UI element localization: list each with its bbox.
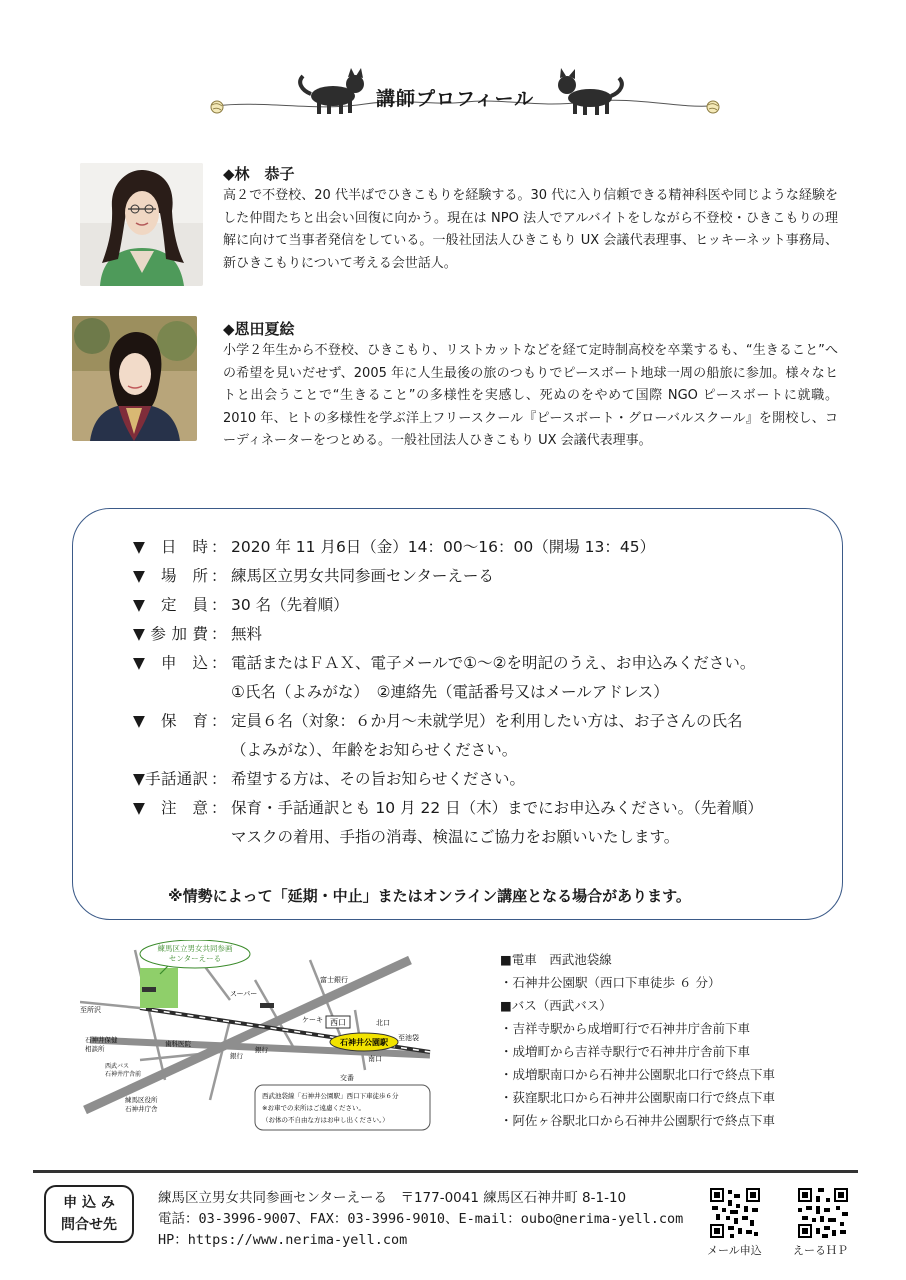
map-label-ward-1: 練馬区役所 bbox=[125, 1096, 158, 1104]
info-label: ▼ 参 加 費 bbox=[133, 625, 208, 643]
access-line: ■バス（西武バス） bbox=[500, 998, 612, 1013]
qr-code-homepage-icon[interactable] bbox=[798, 1188, 848, 1242]
speaker-photo-hayashi bbox=[80, 163, 203, 286]
info-value: 2020 年 11 月6日（金）14：00～16：00（開場 13：45） bbox=[231, 538, 656, 556]
info-label: ▼ 定 員 bbox=[133, 596, 208, 614]
map-note-2: ※お車での来所はご遠慮ください。 bbox=[262, 1104, 365, 1112]
yarn-ball-left-icon bbox=[211, 101, 223, 113]
qr-label-homepage: えーるＨＰ bbox=[793, 1244, 848, 1257]
access-map bbox=[80, 940, 435, 1135]
access-line: ・成増駅南口から石神井公園駅北口行で終点下車 bbox=[500, 1067, 776, 1082]
map-label-station: 石神井公園駅 bbox=[340, 1038, 388, 1047]
map-label-welfare-2: 相談所 bbox=[85, 1045, 105, 1053]
map-label-ward-2: 石神井庁舎 bbox=[125, 1105, 158, 1113]
access-line: ■電車 西武池袋線 bbox=[500, 952, 612, 967]
info-colon: ： bbox=[211, 596, 227, 614]
map-label-welfare-1: 石神井保健 bbox=[85, 1036, 118, 1044]
access-line: ・阿佐ヶ谷駅北口から石神井公園駅行で終点下車 bbox=[500, 1113, 776, 1128]
map-label-fujibank: 富士銀行 bbox=[320, 976, 348, 984]
info-value: （よみがな）、年齢をお知らせください。 bbox=[231, 741, 518, 759]
access-line: ・吉祥寺駅から成増町行で石神井庁舎前下車 bbox=[500, 1021, 751, 1036]
info-value: 希望する方は、その旨お知らせください。 bbox=[231, 770, 526, 788]
info-colon: ： bbox=[211, 770, 227, 788]
speaker-bio: 高２で不登校、20 代半ばでひきこもりを経験する。30 代に入り信頼できる精神科医や同じような経験をした仲間たちと出会い回復に向かう。現在は NPO 法人でアルバイトをしながら不登校・ひきこもりの理解に向けて当事者発信をしている。一般社団法人ひきこもり UX 会議代表理事、ヒッキーネット事務局、新ひきこもりについて考える会世話人。 bbox=[223, 188, 838, 271]
contact-badge bbox=[44, 1185, 134, 1243]
map-label-super: スーパー bbox=[230, 990, 258, 998]
info-colon: ： bbox=[211, 712, 227, 730]
footer-divider bbox=[33, 1170, 858, 1173]
map-label-tokorozawa: 至所沢 bbox=[80, 1006, 101, 1014]
contact-homepage-link[interactable]: HP：https://www.nerima-yell.com bbox=[158, 1232, 408, 1248]
traffic-light-icon bbox=[260, 1003, 274, 1008]
info-colon: ： bbox=[211, 799, 227, 817]
map-note-3: （お体の不自由な方はお申し出ください。） bbox=[262, 1116, 389, 1124]
contact-badge-line1: 申 込 み bbox=[63, 1195, 115, 1211]
speaker-name: ◆恩田夏絵 bbox=[223, 320, 295, 338]
info-label: ▼ 注 意 bbox=[133, 799, 208, 817]
info-label: ▼ 保 育 bbox=[133, 712, 208, 730]
map-label-police: 交番 bbox=[340, 1074, 354, 1082]
map-note-1: 西武池袋線「石神井公園駅」西口下車徒歩６分 bbox=[262, 1092, 399, 1100]
map-label-bus-stop-1: 西武バス bbox=[105, 1063, 130, 1070]
access-line: ・石神井公園駅（西口下車徒歩 ６ 分） bbox=[500, 975, 721, 990]
info-colon: ： bbox=[211, 567, 227, 585]
info-value: 保育・手話通訳とも 10 月 22 日（木）までにお申込みください。（先着順） bbox=[231, 799, 763, 817]
info-label: ▼ 申 込 bbox=[133, 654, 208, 672]
info-label: ▼ 手 話 通 訳 bbox=[133, 770, 208, 788]
map-label-center-2: センターえーる bbox=[168, 954, 222, 963]
info-label: ▼ 日 時 bbox=[133, 538, 208, 556]
info-value: 30 名（先着順） bbox=[231, 596, 349, 614]
map-label-cake: ケーキ bbox=[302, 1016, 323, 1024]
qr-label-mail: メール申込 bbox=[707, 1244, 762, 1257]
map-label-north-exit: 北口 bbox=[376, 1019, 390, 1027]
map-label-bank1: 銀行 bbox=[255, 1046, 268, 1054]
contact-badge-line2: 問合せ先 bbox=[61, 1217, 117, 1233]
map-label-ikebukuro: 至池袋 bbox=[398, 1034, 419, 1042]
map-label-bank2: 銀行 bbox=[230, 1052, 243, 1060]
contact-phone-email[interactable]: 電話：03-3996-9007、FAX：03-3996-9010、E-mail：oubo@nerima-yell.com bbox=[158, 1211, 684, 1227]
contact-address: 練馬区立男女共同参画センターえーる 〒177-0041 練馬区石神井町 8-1-10 bbox=[158, 1190, 627, 1206]
speaker-bio: 小学２年生から不登校、ひきこもり、リストカットなどを経て定時制高校を卒業するも、“生きること”への希望を見いだせず、2005 年に人生最後の旅のつもりでピースボート地球一周の船旅に参加。様々なヒトと出会うことで“生きること”の多様性を実感し、死ぬのをやめて国際 NGO ピースボートに就職。2010 年、ヒトの多様性を学ぶ洋上フリースクール『ピースボート・グローバルスクール』を開校し、コーディネーターをつとめる。一般社団法人ひきこもり UX 会議代表理事。 bbox=[223, 343, 838, 448]
info-value: 練馬区立男女共同参画センターえーる bbox=[231, 567, 494, 585]
cat-right-icon bbox=[558, 68, 622, 115]
info-value: ①氏名（よみがな） ②連絡先（電話番号又はメールアドレス） bbox=[231, 683, 669, 701]
traffic-light-icon bbox=[142, 987, 156, 992]
info-value: 定員６名（対象：６か月～未就学児）を利用したい方は、お子さんの氏名 bbox=[231, 712, 743, 730]
speaker-name: ◆林 恭子 bbox=[223, 165, 295, 183]
info-value: マスクの着用、手指の消毒、検温にご協力をお願いいたします。 bbox=[231, 828, 680, 846]
info-label: ▼ 場 所 bbox=[133, 567, 208, 585]
speaker-photo-onda bbox=[72, 316, 197, 441]
access-line: ・成増町から吉祥寺駅行で石神井庁舎前下車 bbox=[500, 1044, 751, 1059]
info-colon: ： bbox=[211, 654, 227, 672]
qr-code-mail-icon[interactable] bbox=[710, 1188, 760, 1242]
section-title: 講師プロフィール bbox=[376, 88, 535, 110]
notice-text: ※情勢によって「延期・中止」またはオンライン講座となる場合があります。 bbox=[168, 887, 691, 905]
info-value: 電話またはＦＡＸ、電子メールで①～②を明記のうえ、お申込みください。 bbox=[231, 654, 756, 672]
map-label-center-1: 練馬区立男女共同参画 bbox=[157, 944, 233, 953]
map-label-west-exit: 西口 bbox=[330, 1018, 346, 1027]
access-line: ・荻窪駅北口から石神井公園駅南口行で終点下車 bbox=[500, 1090, 776, 1105]
info-colon: ： bbox=[211, 625, 227, 643]
yarn-ball-right-icon bbox=[707, 101, 719, 113]
map-label-bus-stop-2: 石神井庁舎前 bbox=[105, 1071, 142, 1078]
map-label-south-exit: 南口 bbox=[368, 1055, 382, 1063]
info-colon: ： bbox=[211, 538, 227, 556]
info-value: 無料 bbox=[231, 625, 263, 643]
map-label-dental: 歯科医院 bbox=[165, 1040, 191, 1048]
